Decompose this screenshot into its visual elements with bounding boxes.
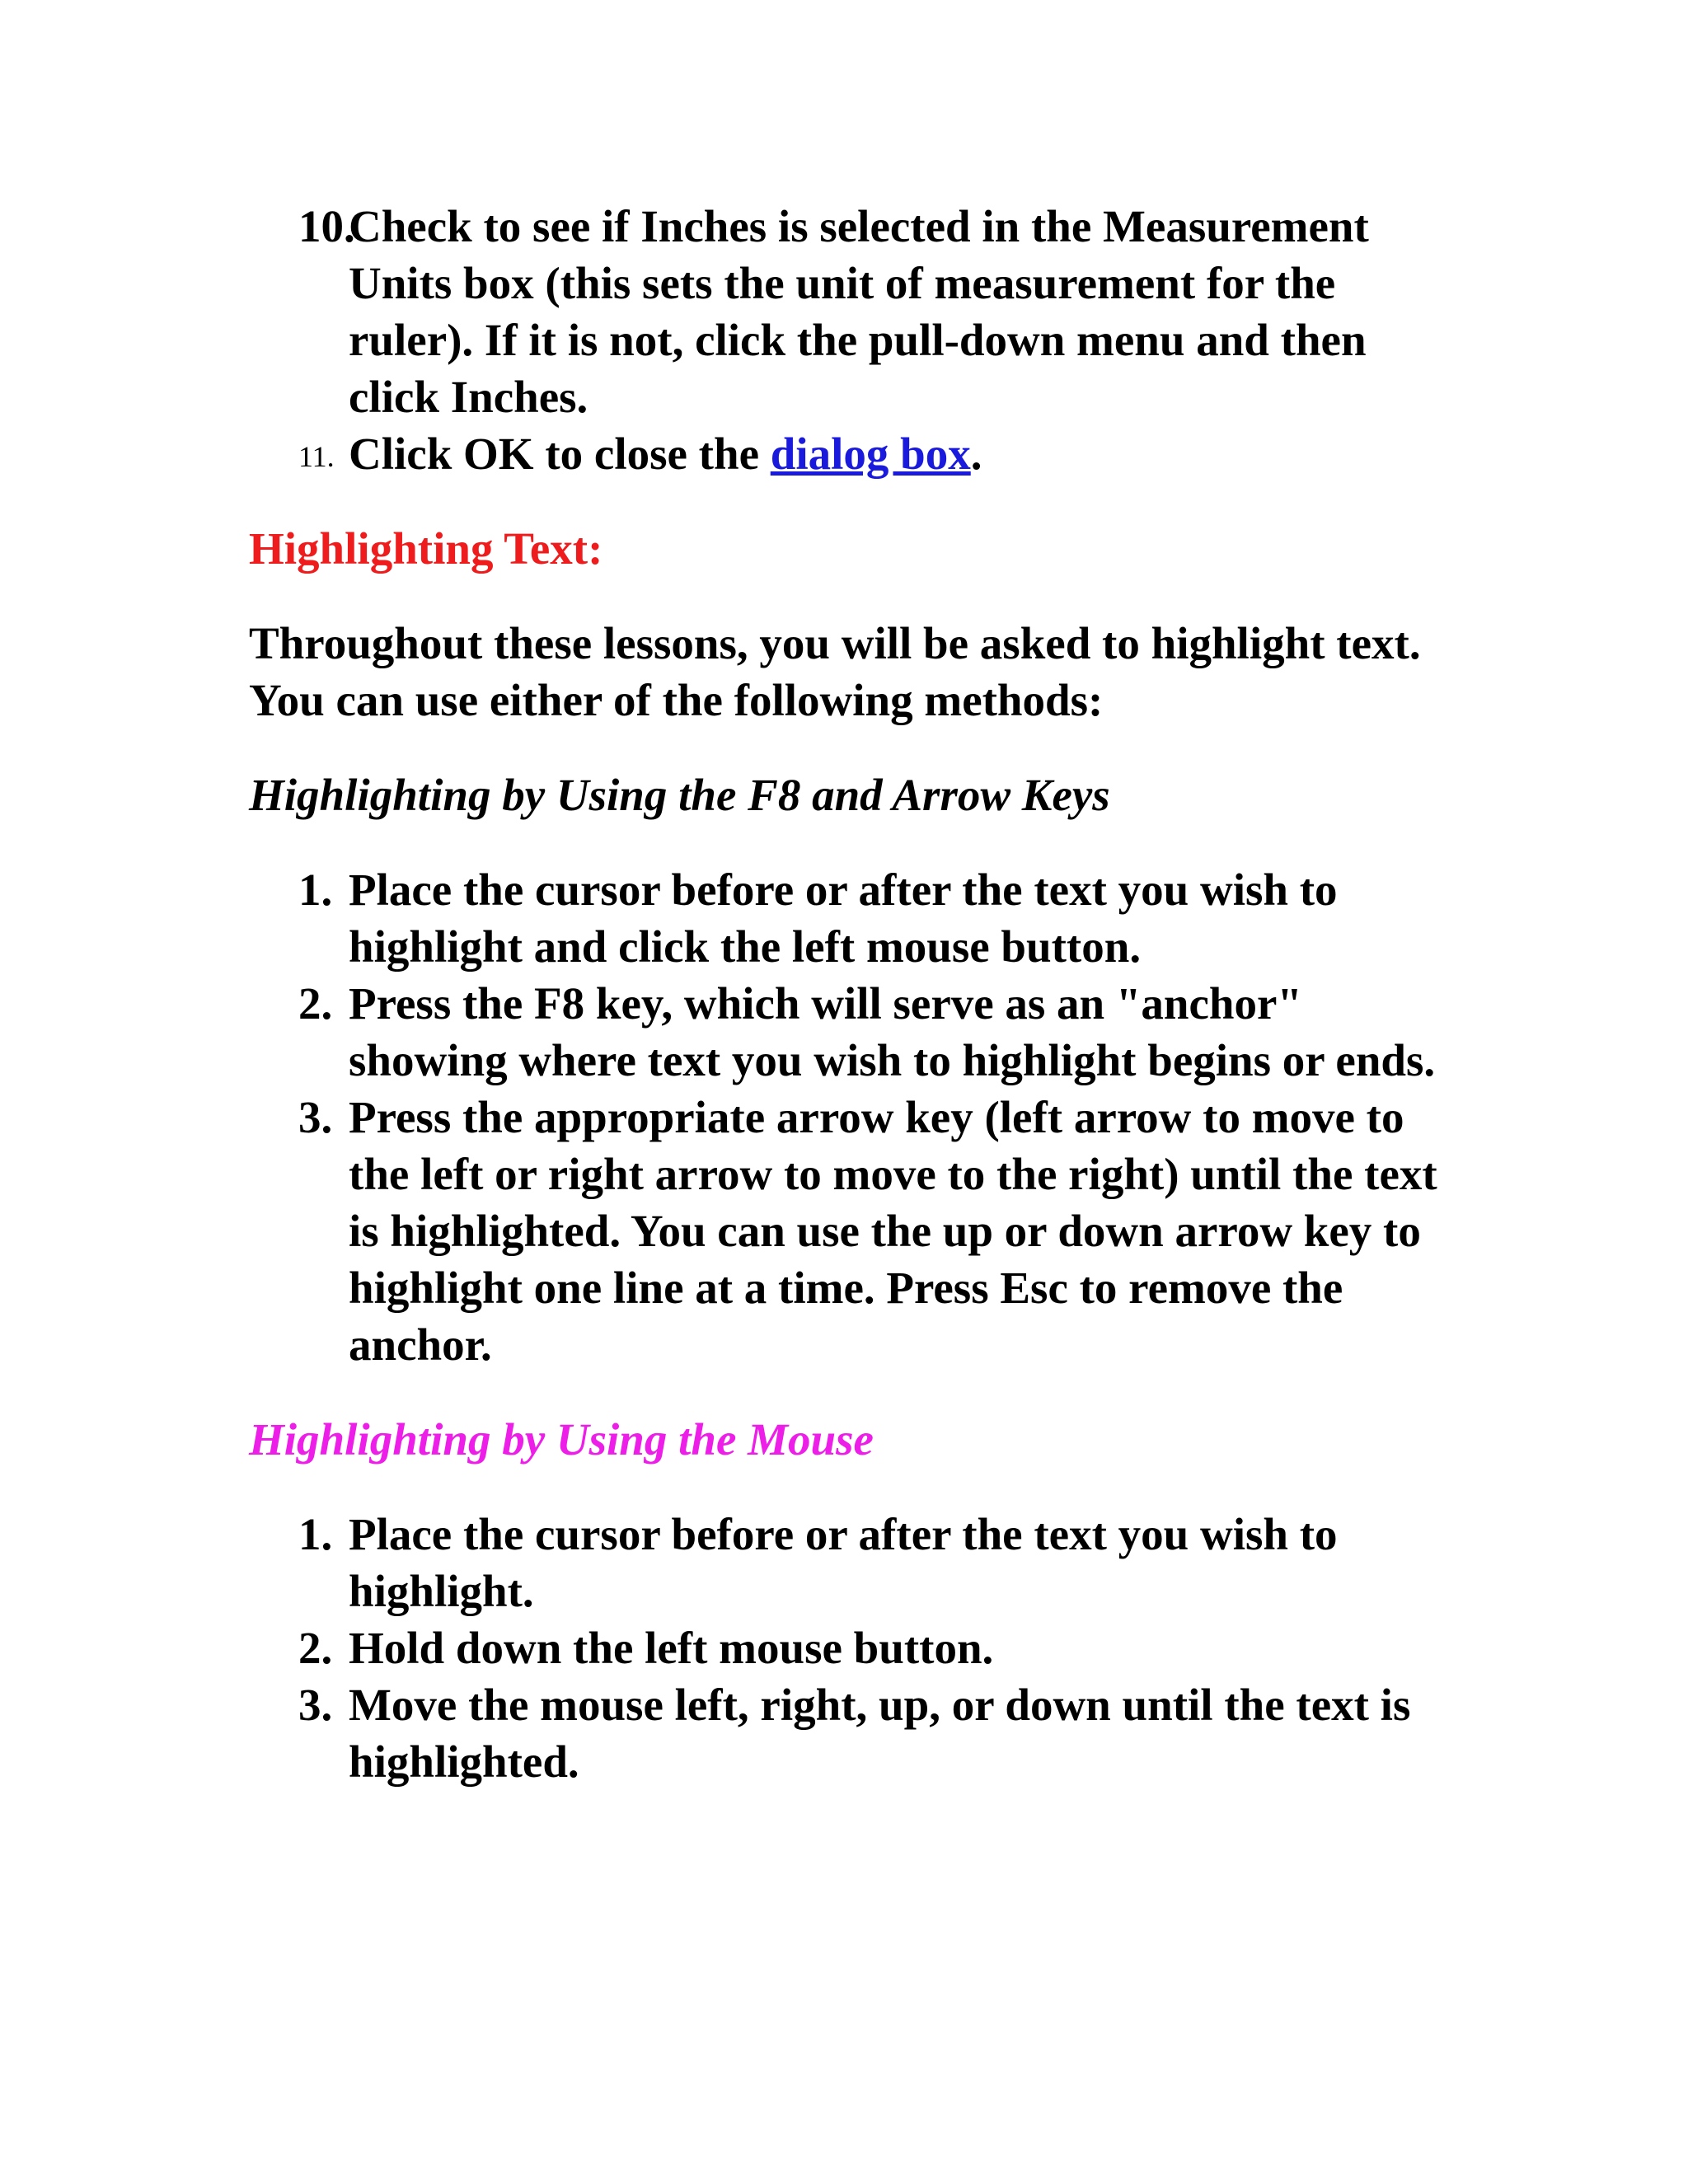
- step-number: 2.: [298, 1623, 333, 1673]
- step-number: 3.: [298, 1092, 333, 1142]
- list-item: [249, 1089, 1452, 1373]
- method-f8-steps: [249, 861, 1452, 1373]
- step-number: 2.: [298, 978, 333, 1029]
- step-text: Move the mouse left, right, up, or down until the text is highlighted.: [349, 1680, 1411, 1787]
- step-text-end: .: [970, 429, 982, 479]
- intro-paragraph: Throughout these lessons, you will be asked to highlight text. You can use either of the following methods:: [249, 618, 1421, 725]
- document-page: [249, 198, 1452, 1790]
- list-item: [249, 1619, 1452, 1676]
- step-text: Press the F8 key, which will serve as an "anchor" showing where text you wish to highlight begins or ends.: [349, 978, 1436, 1085]
- list-item: [249, 1506, 1452, 1619]
- step-number: 3.: [298, 1680, 333, 1730]
- section-heading: Highlighting Text:: [249, 523, 603, 574]
- method-mouse-steps: [249, 1506, 1452, 1790]
- step-text: Check to see if Inches is selected in the Measurement Units box (this sets the unit of measurement for the ruler). If it is not, click the pull-down menu and then click Inches.: [349, 201, 1369, 422]
- step-number: 1.: [298, 865, 333, 915]
- step-text: Place the cursor before or after the text you wish to highlight and click the left mouse button.: [349, 865, 1338, 972]
- list-item: [249, 975, 1452, 1089]
- method-f8-heading: Highlighting by Using the F8 and Arrow Keys: [249, 770, 1110, 820]
- list-item: [249, 425, 1452, 482]
- step-text: Click OK to close the: [349, 429, 771, 479]
- list-item: [249, 198, 1452, 425]
- step-text: Hold down the left mouse button.: [349, 1623, 994, 1673]
- step-number: 11.: [298, 440, 335, 473]
- method-mouse-heading: Highlighting by Using the Mouse: [249, 1414, 874, 1465]
- step-text: Press the appropriate arrow key (left arrow to move to the left or right arrow to move to the right) until the text is highlighted. You can use the up or down arrow key to highlight one line at a time. Press Esc to remove the anchor.: [349, 1092, 1437, 1370]
- top-step-list: [249, 198, 1452, 482]
- dialog-box-link[interactable]: dialog box: [770, 429, 971, 479]
- step-number: 10.: [298, 201, 355, 251]
- list-item: [249, 861, 1452, 975]
- step-text: Place the cursor before or after the text you wish to highlight.: [349, 1509, 1338, 1616]
- step-number: 1.: [298, 1509, 333, 1559]
- list-item: [249, 1676, 1452, 1790]
